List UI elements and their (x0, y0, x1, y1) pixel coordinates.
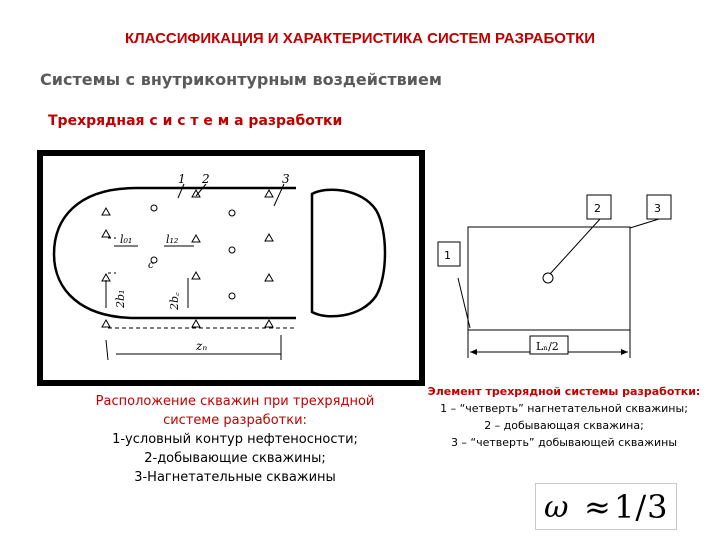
three-row-well-layout-diagram (36, 150, 426, 386)
left-caption-heading: Расположение скважин при трехрядной системе разработки: (95, 394, 375, 428)
label-contour: 1 (178, 172, 186, 186)
element-label-1: 1 (444, 249, 451, 262)
right-caption-heading: Элемент трехрядной системы разработки: (427, 385, 701, 398)
omega-formula (535, 483, 677, 530)
right-caption-item: 3 – “четверть” добывающей скважины (450, 436, 678, 449)
left-figure-caption (70, 392, 400, 487)
dim-zn: zₙ (196, 339, 208, 353)
right-figure-caption (424, 383, 704, 451)
slide-subtitle: Системы с внутриконтурным воздействием (40, 70, 442, 89)
formula-symbol: ω (544, 490, 569, 525)
dim-l12: l₁₂ (166, 233, 179, 246)
section-heading: Трехрядная с и с т е м а разработки (48, 113, 343, 129)
dim-2b1: 2b₁ (114, 289, 127, 308)
label-injection: 3 (282, 172, 290, 186)
formula-value: 1/3 (614, 488, 669, 526)
formula-relation: ≈ (584, 488, 611, 526)
element-label-3: 3 (654, 202, 661, 215)
dim-c: c (148, 260, 154, 271)
left-caption-item: 3-Нагнетательные скважины (134, 470, 336, 485)
element-label-2: 2 (594, 202, 601, 215)
production-well-marker (543, 273, 553, 283)
left-caption-item: 1-условный контур нефтеносности; (112, 432, 358, 447)
right-caption-item: 1 – “четверть” нагнетательной скважины; (440, 402, 688, 415)
right-caption-item: 2 – добывающая скважина; (484, 419, 644, 432)
dim-2bc: 2b꜀ (168, 292, 181, 310)
left-caption-item: 2-добывающие скважины; (144, 451, 326, 466)
dim-l01: l₀₁ (120, 233, 133, 246)
element-dim-label: Lₙ/2 (536, 340, 559, 353)
label-production: 2 (202, 172, 210, 186)
slide-title: КЛАССИФИКАЦИЯ И ХАРАКТЕРИСТИКА СИСТЕМ РАЗРАБОТКИ (124, 30, 596, 47)
system-element-diagram (430, 190, 690, 365)
